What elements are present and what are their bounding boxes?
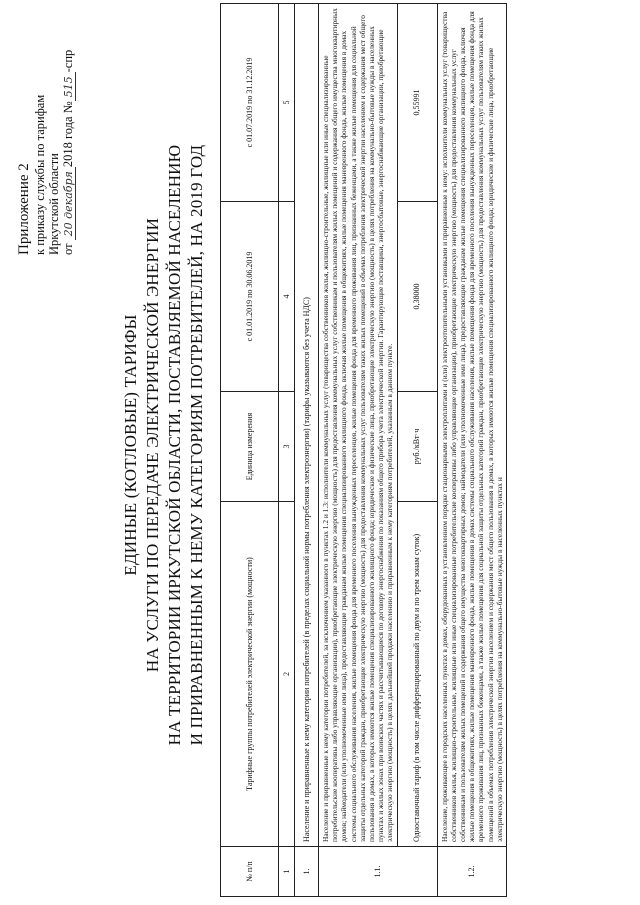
appendix-date-line <box>61 5 76 255</box>
title-line-4: И ПРИРАВНЕННЫМ К НЕМУ КАТЕГОРИЯМ ПОТРЕБИТЕЛЕЙ, НА 2019 ГОД <box>187 144 206 746</box>
row-text-1-1-1: Одноставочный тариф (в том числе дифференцированный по двум и по трем зонам суток) <box>397 502 437 847</box>
title-line-1: ЕДИНЫЕ (КОТЛОВЫЕ) ТАРИФЫ <box>121 314 140 576</box>
appendix-suffix: -спр <box>61 49 75 73</box>
table-row <box>319 4 398 897</box>
tariff-table <box>220 3 507 897</box>
row-num-1-2: 1.2. <box>437 847 506 897</box>
row-text-1-1: Население и приравненные к нему категории потребителей, за исключением указанного в пунктах 1.2 и 1.3: исполнители коммунальных услуг (товарищества собственников жилья, жилищно-строительные, жилищные или иные специализированные потребительские кооперативы либо управляющие организации), приобретающие электрическую энергию (мощность) для предоставления коммунальных услуг собственникам и пользователям жилых помещений и содержания общего имущества многоквартирных домов; наймодатели (или уполномоченные ими лица), предоставляющие гражданам жилые помещения специализированного жилищного фонда, включая жилые помещения в общежитиях, жилые помещения маневренного фонда, жилые помещения в домах системы социального обслуживания населения, жилые помещения фонда для временного поселения вынужденных переселенцев, жилые помещения фонда для временного проживания лиц, признанных беженцами, а также жилые помещения для социальной защиты отдельных категорий граждан, приобретающие электрическую энергию (мощность) для предоставления коммунальных услуг пользователям таких жилых помещений в объемах потребления электрической энергии населением и содержания мест общего пользования в домах, в которых имеются жилые помещения специализированного жилищного фонда; юридические и физические лица, приобретающие электрическую энергию (мощность) в целях потребления на коммунально-бытовые нужды в населенных пунктах и жилых зонах при воинских частях и рассчитывающиеся по договору энергоснабжения по показаниям общего прибора учета электрической энергии. Гарантирующие поставщики, энергосбытовые, энергоснабжающие организации, приобретающие электрическую энергию (мощность) в целях дальнейшей продажи населению и приравненным к нему категориям потребителей, указанным в данном пункте. <box>319 4 398 847</box>
col-num-5: 5 <box>279 4 295 202</box>
handwritten-date: 20 декабря <box>62 167 76 240</box>
appendix-region-line: Иркутской области <box>47 153 61 255</box>
header-period-2: с 01.07.2019 по 31.12.2019 <box>221 4 279 202</box>
appendix-title: Приложение 2 <box>16 163 32 255</box>
col-num-3: 3 <box>279 392 295 502</box>
handwritten-number: 515 <box>62 72 76 101</box>
appendix-number-sign: № <box>61 101 75 114</box>
appendix-year: 2018 года <box>61 116 75 168</box>
row-text-1: Население и приравненные к нему категории потребителей (в пределах социальной нормы потребления электроэнергии) (тарифы указываются без учета НДС) <box>295 4 319 847</box>
table-row <box>397 4 437 897</box>
appendix-from: от <box>61 243 75 255</box>
table-row <box>437 4 506 897</box>
appendix-block <box>16 5 76 255</box>
row-unit-1-1-1: руб./кВт·ч <box>397 392 437 502</box>
col-num-4: 4 <box>279 202 295 392</box>
col-num-1: 1 <box>279 847 295 897</box>
document-title <box>120 65 208 825</box>
title-line-2: НА УСЛУГИ ПО ПЕРЕДАЧЕ ЭЛЕКТРИЧЕСКОЙ ЭНЕРГИИ <box>143 217 162 673</box>
title-line-3: НА ТЕРРИТОРИИ ИРКУТСКОЙ ОБЛАСТИ, ПОСТАВЛЯЕМОЙ НАСЕЛЕНИЮ <box>165 144 184 746</box>
header-num: № п/п <box>221 847 279 897</box>
appendix-order-line: к приказу службы по тарифам <box>33 94 47 255</box>
column-number-row <box>279 4 295 897</box>
row-value-period-1: 0,38000 <box>397 202 437 392</box>
row-num-1: 1. <box>295 847 319 897</box>
row-value-period-2: 0,55991 <box>397 4 437 202</box>
table-row <box>295 4 319 897</box>
col-num-2: 2 <box>279 502 295 847</box>
header-group: Тарифные группы потребителей электрической энергии (мощности) <box>221 502 279 847</box>
row-text-1-2: Население, проживающее в городских населенных пунктах в домах, оборудованных в установленном порядке стационарными электроплитами и (или) электроотопительными установками и приравненные к нему: исполнители коммунальных услуг (товарищества собственников жилья, жилищно-строительные, жилищные или иные специализированные потребительские кооперативы либо управляющие организации), приобретающие электрическую энергию (мощность) для предоставления коммунальных услуг собственникам и пользователям жилых помещений и содержания общего имущества многоквартирных домов; наймодатели (или уполномоченные ими лица), предоставляющие гражданам жилые помещения специализированного жилищного фонда, включая жилые помещения в общежитиях, жилые помещения маневренного фонда, жилые помещения в домах системы социального обслуживания населения, жилые помещения фонда для временного поселения вынужденных переселенцев, жилые помещения фонда для временного проживания лиц, признанных беженцами, а также жилые помещения для социальной защиты отдельных категорий граждан, приобретающие электрическую энергию (мощность) для предоставления коммунальных услуг пользователям таких жилых помещений в объемах потребления электрической энергии населением и содержания мест общего пользования в домах, в которых имеются жилые помещения специализированного жилищного фонда; юридические и физические лица, приобретающие электрическую энергию (мощность) в целях потребления на коммунально-бытовые нужды в населенных пунктах и <box>437 4 506 847</box>
header-period-1: с 01.01.2019 по 30.06.2019 <box>221 202 279 392</box>
header-unit: Единица измерения <box>221 392 279 502</box>
table-header-row <box>221 4 279 897</box>
row-num-1-1: 1.1. <box>319 847 438 897</box>
